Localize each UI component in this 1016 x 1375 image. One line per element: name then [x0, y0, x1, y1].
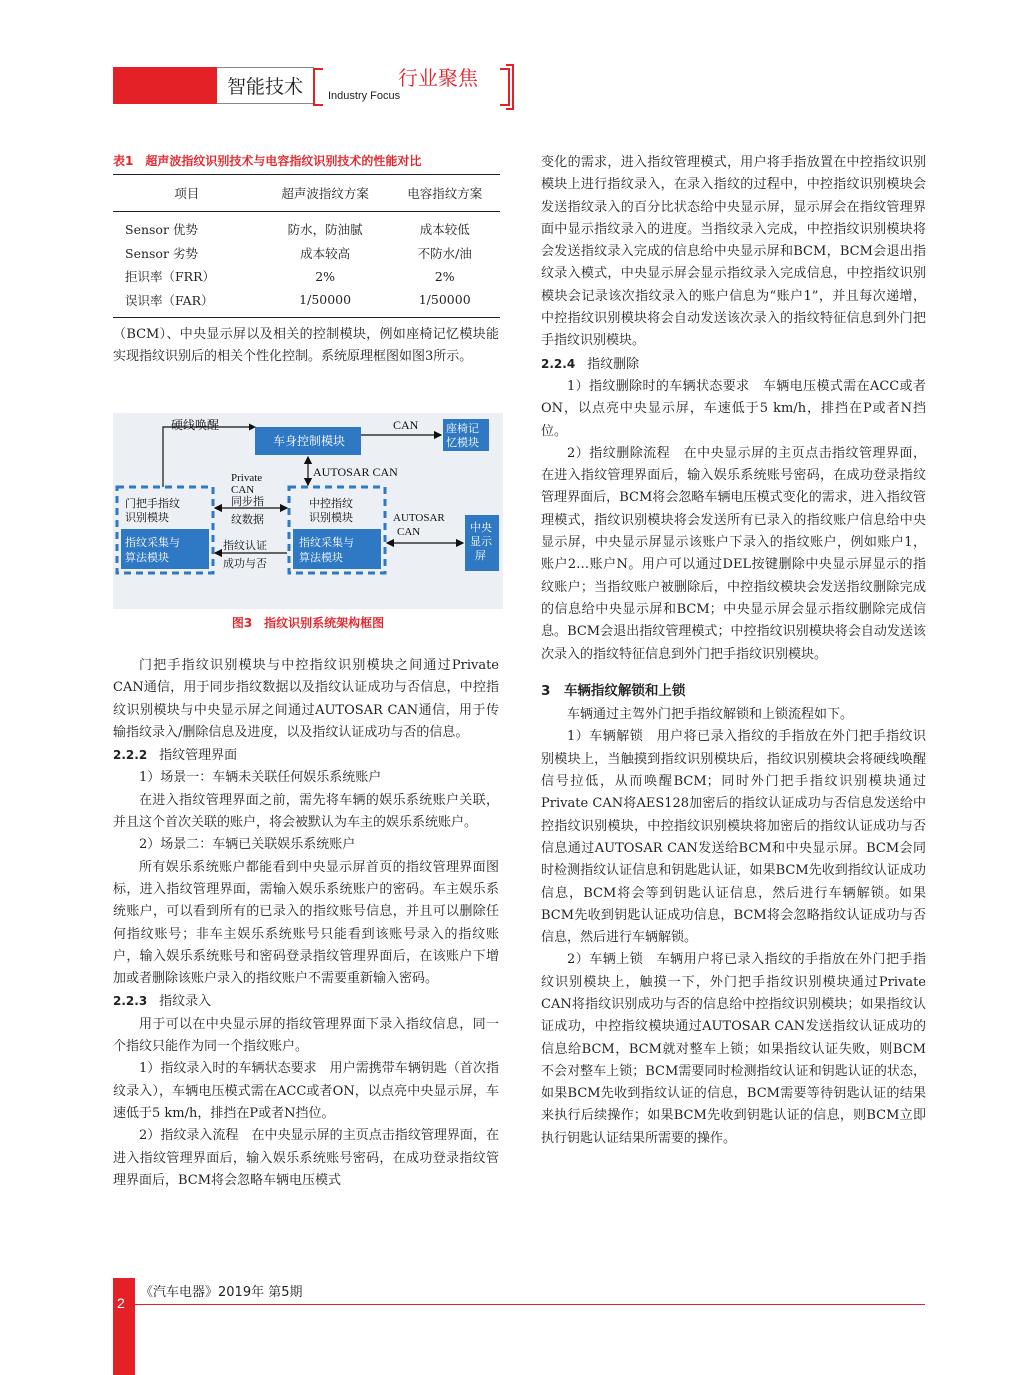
table-header-cell: 项目 [113, 175, 261, 212]
label-sync-1: 同步指 [231, 495, 264, 508]
paragraph: 2）指纹删除流程 在中央显示屏的主页点击指纹管理界面，在进入指纹管理界面后，输入娱乐系统账号密码，在成功登录指纹管理界面后，BCM将会忽略车辆电压模式变化的需求，进入指纹管理模式，指纹识别模块将会发送所有已录入的指纹账户信息给中央显示屏，中央显示屏显示该账户下录入的指纹账户，例如账户1，账户2…账户N。用户可以通过DEL按键删除中央显示屏显示的指纹账户；当指纹账户被删除后，中控指纹模块会发送指纹删除完成的信息给中央显示屏和BCM；中央显示屏会显示指纹删除完成信息。BCM会退出指纹管理模式；中控指纹识别模块将会自动发送该次录入的指纹特征信息到外门把手指纹识别模块。 [541, 445, 926, 662]
label-autosar-can: AUTOSAR CAN [313, 465, 398, 479]
page-number: 2 [117, 1295, 125, 1311]
label-collect1-2: 算法模块 [125, 551, 169, 564]
left-column [113, 324, 499, 369]
left-column-lower [113, 655, 499, 1192]
subsection-number: 2.2.4 [541, 356, 576, 371]
subsection-title: 指纹管理界面 [159, 748, 238, 764]
table-cell: 防水，防油腻 [287, 221, 363, 237]
header-bracket-right-outer [506, 64, 514, 110]
section-heading: 3 车辆指纹解锁和上锁 [541, 682, 686, 699]
paragraph: （BCM）、中央显示屏以及相关的控制模块，例如座椅记忆模块能实现指纹识别后的相关个性化控制。系统原理框图如图3所示。 [113, 327, 499, 365]
label-private: Private [231, 472, 263, 484]
journal-info: 《汽车电器》2019年 第5期 [140, 1285, 303, 1300]
paragraph: 在进入指纹管理界面之前，需先将车辆的娱乐系统账户关联，并且这个首次关联的账户，将会被默认为车主的娱乐系统账户。 [113, 792, 499, 831]
table-cell: 1/50000 [261, 288, 390, 317]
label-display-1: 中央 [470, 521, 492, 534]
section-title-en: Industry Focus [328, 90, 401, 102]
header-left-title: 智能技术 [217, 67, 314, 104]
right-column [541, 152, 926, 1150]
table-cell: 2% [434, 268, 455, 284]
footer-red-bar [113, 1278, 135, 1375]
table-cell: 2% [315, 268, 336, 284]
subsection-title: 指纹录入 [159, 994, 212, 1010]
table-cell: Sensor 劣势 [125, 245, 198, 261]
footer-rule [135, 1304, 925, 1305]
table-cell: 1/50000 [389, 288, 500, 317]
table-cell: 不防水/油 [417, 245, 472, 261]
paragraph: 2）场景二：车辆已关联娱乐系统账户 [139, 837, 356, 853]
label-collect2-1: 指纹采集与 [299, 536, 354, 549]
paragraph: 用于可以在中央显示屏的指纹管理界面下录入指纹信息，同一个指纹只能作为同一个指纹账户。 [113, 1016, 499, 1055]
label-seat-1: 座椅记 [446, 422, 479, 435]
table-row [113, 212, 500, 241]
subsection-heading [541, 353, 926, 376]
table-cell: 拒识率（FRR） [125, 269, 215, 285]
subsection-heading [113, 990, 499, 1013]
paragraph: 2）指纹录入流程 在中央显示屏的主页点击指纹管理界面，在进入指纹管理界面后，输入娱乐系统账号密码，在成功登录指纹管理界面后，BCM将会忽略车辆电压模式 [113, 1128, 499, 1188]
paragraph: 2）车辆上锁 车辆用户将已录入指纹的手指放在外门把手指纹识别模块上，触摸一下，外门把手指纹识别模块通过Private CAN将指纹识别成功与否的信息给中控指纹识别模块；如果指纹认证成功，中控指纹模块通过AUTOSAR CAN发送指纹认证成功的信息给BCM，BCM就对整车上锁；如果指纹认证失败，则BCM不会对整车上锁；BCM需要同时检测指纹认证和钥匙认证的状态，如果BCM先收到指纹认证的信息，BCM需要等待钥匙认证的结果来执行后续操作；如果BCM先收到钥匙认证的信息，则BCM立即执行钥匙认证结果所需要的操作。 [541, 952, 926, 1146]
label-hardwire: 硬线唤醒 [171, 418, 220, 432]
header-red-bar [113, 67, 217, 104]
label-door-2: 识别模块 [125, 511, 169, 524]
paragraph: 车辆通过主驾外门把手指纹解锁和上锁流程如下。 [567, 707, 854, 723]
subsection-title: 指纹删除 [587, 356, 640, 372]
subsection-heading [113, 744, 499, 767]
table-cell: Sensor 优势 [125, 221, 198, 237]
paragraph: 1）指纹录入时的车辆状态要求 用户需携带车辆钥匙（首次指纹录入），车辆电压模式需在ACC或者ON，以点亮中央显示屏，车速低于5 km/h，排挡在P或者N挡位。 [113, 1061, 499, 1121]
table-row [113, 288, 500, 317]
table-cell: 成本较高 [300, 245, 351, 261]
table-row [113, 264, 500, 288]
label-center-1: 中控指纹 [309, 497, 353, 510]
subsection-number: 2.2.2 [113, 748, 148, 763]
paragraph: 所有娱乐系统账户都能看到中央显示屏首页的指纹管理界面图标，进入指纹管理界面，需输入娱乐系统账户的密码。车主娱乐系统账户，可以看到所有的已录入的指纹账号信息，并且可以删除任何指纹账号；非车主娱乐系统账号只能看到该账号录入的指纹账户，输入娱乐系统账号和密码登录指纹管理界面后，在该账户下增加或者删除该账户录入的指纹账户不需要重新输入密码。 [113, 859, 499, 987]
label-display-3: 屏 [475, 549, 486, 562]
label-collect2-2: 算法模块 [299, 551, 343, 564]
label-autosar2-2: CAN [397, 526, 421, 538]
label-seat-2: 忆模块 [446, 436, 479, 449]
paragraph: 门把手指纹识别模块与中控指纹识别模块之间通过Private CAN通信，用于同步指纹数据以及指纹认证成功与否信息，中控指纹识别模块与中央显示屏之间通过AUTOSAR CAN通信，用于传输指纹录入/删除信息及进度，以及指纹认证成功与否的信息。 [113, 658, 499, 740]
label-center-2: 识别模块 [309, 511, 353, 524]
label-door-1: 门把手指纹 [125, 497, 180, 510]
table-header-cell: 超声波指纹方案 [261, 175, 390, 212]
comparison-table [113, 174, 500, 318]
label-can: CAN [393, 418, 419, 432]
label-autosar2-1: AUTOSAR [393, 512, 445, 524]
paragraph: 1）指纹删除时的车辆状态要求 车辆电压模式需在ACC或者ON，以点亮中央显示屏，车速低于5 km/h，排挡在P或者N挡位。 [541, 378, 926, 439]
label-auth-1: 指纹认证 [223, 539, 267, 552]
section-title-cn: 行业聚焦 [398, 66, 478, 90]
label-sync-2: 纹数据 [231, 513, 264, 526]
header-bracket-left [313, 68, 323, 106]
table-header-cell: 电容指纹方案 [389, 175, 500, 212]
table-caption: 表1 超声波指纹识别技术与电容指纹识别技术的性能对比 [113, 154, 422, 168]
label-private-can: CAN [231, 484, 255, 496]
architecture-diagram-svg [113, 413, 503, 609]
figure-architecture-diagram [113, 413, 503, 609]
paragraph: 1）场景一：车辆未关联任何娱乐系统账户 [139, 770, 382, 786]
label-collect1-1: 指纹采集与 [125, 536, 180, 549]
figure-caption: 图3 指纹识别系统架构框图 [231, 616, 385, 630]
label-display-2: 显示 [470, 535, 492, 548]
table-cell: 误识率（FAR） [113, 288, 261, 317]
paragraph: 1）车辆解锁 用户将已录入指纹的手指放在外门把手指纹识别模块上，当触摸到指纹识别模块后，指纹识别模块会将硬线唤醒信号拉低，从而唤醒BCM；同时外门把手指纹识别模块通过Private CAN将AES128加密后的指纹认证成功与否信息发送给中控指纹识别模块，中控指纹识别模块将加密后的指纹认证成功与否信息通过AUTOSAR CAN发送给BCM和中央显示屏。BCM会同时检测指纹认证信息和钥匙匙认证，如果BCM先收到指纹认证成功信息，BCM将会等到钥匙认证信息，然后进行车辆解锁。如果BCM先收到钥匙认证成功信息，BCM将会忽略指纹认证成功与否信息，然后进行车辆解锁。 [541, 729, 926, 946]
label-bcm: 车身控制模块 [273, 434, 346, 448]
paragraph: 变化的需求，进入指纹管理模式，用户将手指放置在中控指纹识别模块上进行指纹录入，在录入指纹的过程中，中控指纹识别模块会发送指纹录入的百分比状态给中央显示屏，显示屏会在指纹管理界面中显示指纹录入的进度。当指纹录入完成，中控指纹识别模块将会发送指纹录入完成的信息给中央显示屏和BCM，BCM会退出指纹录入模式，中央显示屏会显示指纹录入完成信息，中控指纹识别模块会记录该次指纹录入的账户信息为“账户1”，并且每次递增，中控指纹识别模块将会自动发送该次录入的指纹特征信息到外门把手指纹识别模块。 [541, 155, 926, 349]
table-row [113, 241, 500, 265]
label-auth-2: 成功与否 [223, 557, 267, 570]
subsection-number: 2.2.3 [113, 994, 148, 1009]
table-cell: 成本较低 [419, 221, 470, 237]
